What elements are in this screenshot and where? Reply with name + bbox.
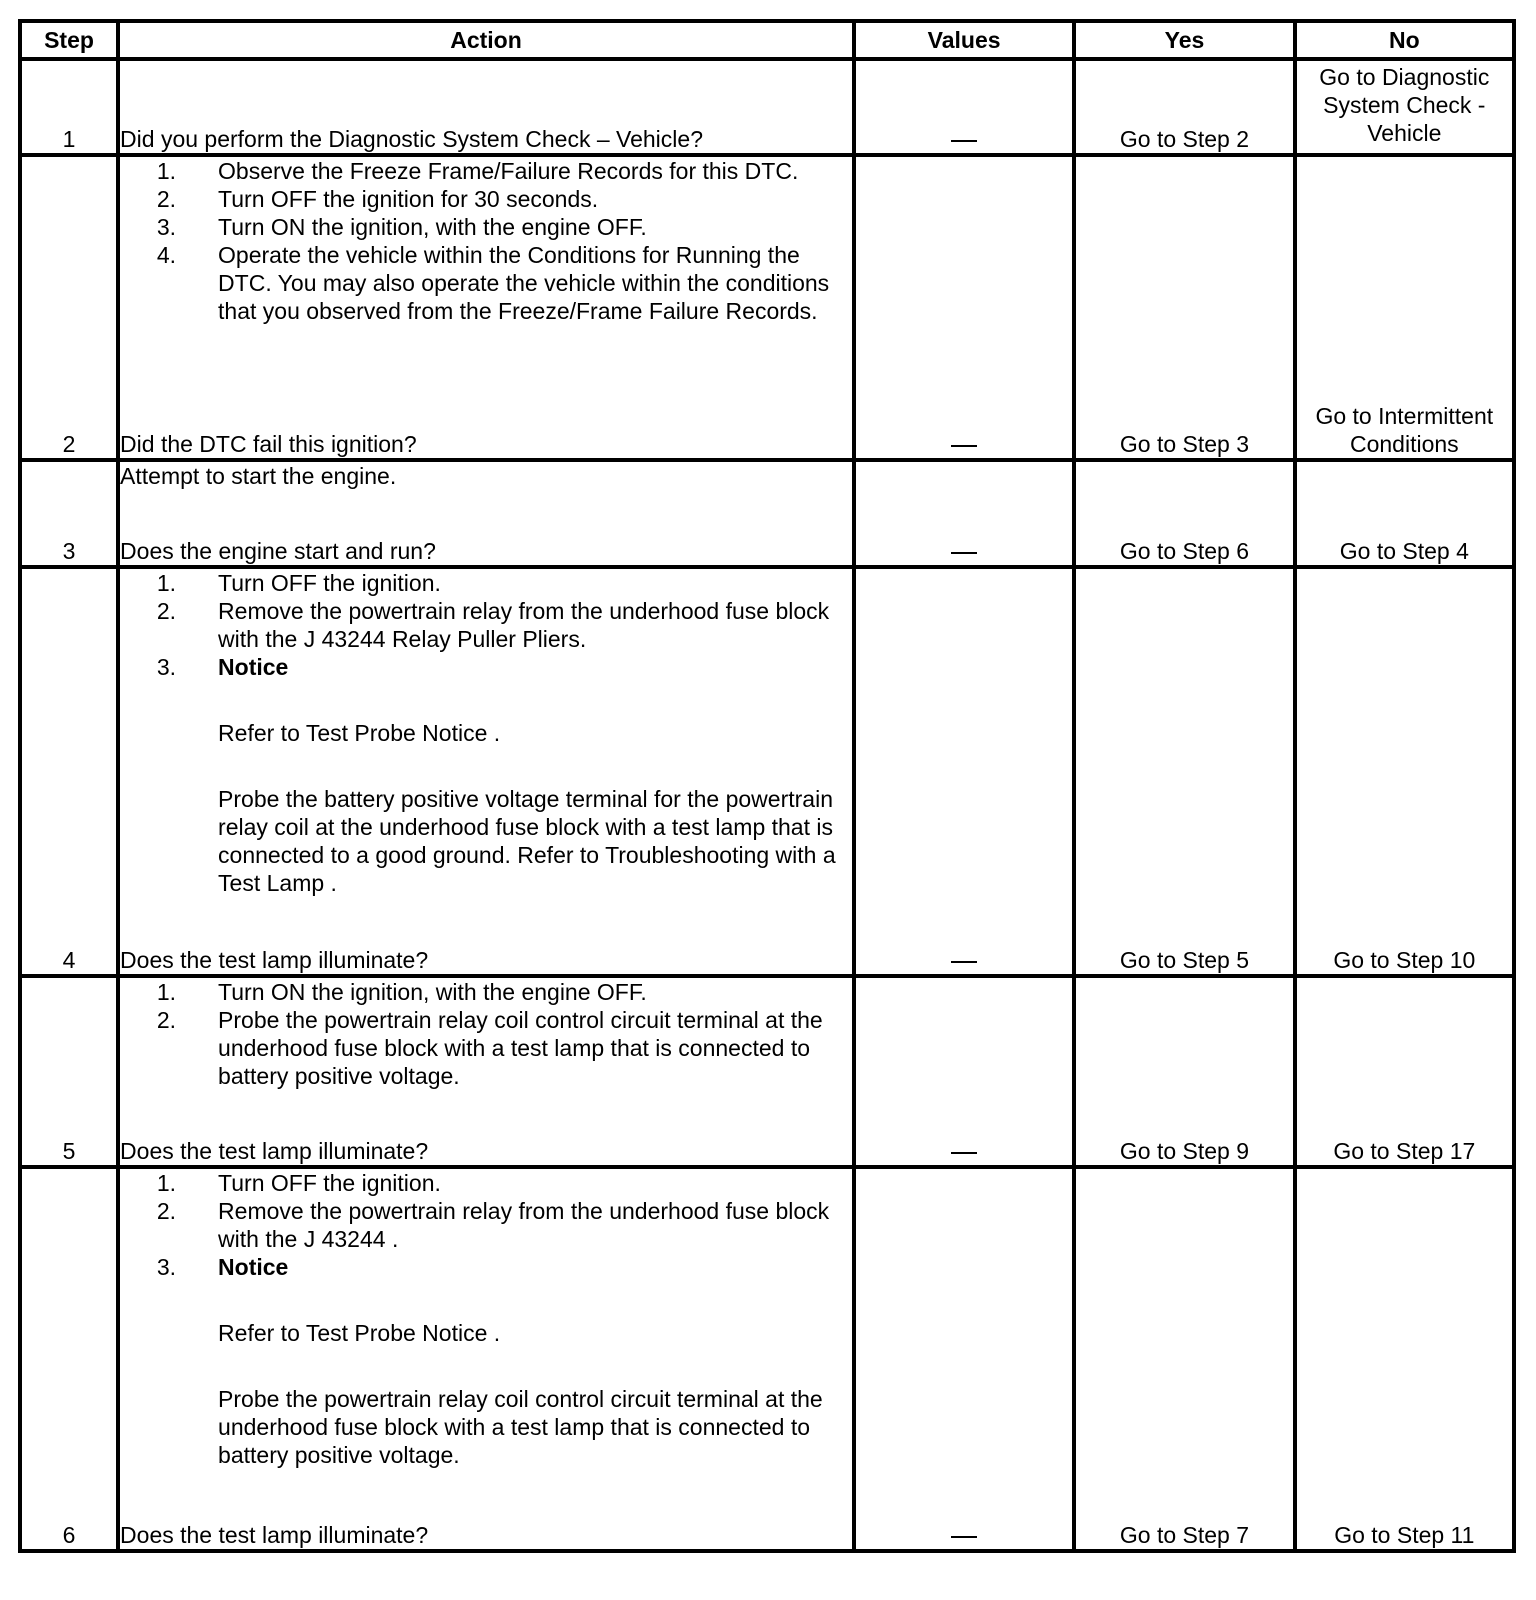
step-number: 2: [20, 155, 118, 460]
action-steps: [120, 978, 852, 1090]
header-step: Step: [20, 21, 118, 59]
notice-reference: Refer to Test Probe Notice .: [218, 1320, 501, 1346]
values-cell: [854, 460, 1074, 567]
no-cell: Go to Step 10: [1295, 567, 1514, 976]
action-steps: [120, 1169, 852, 1281]
yes-cell: Go to Step 7: [1074, 1167, 1294, 1551]
values-cell: [854, 1167, 1074, 1551]
action-question: Does the engine start and run?: [120, 538, 436, 564]
notice-reference: Refer to Test Probe Notice .: [218, 720, 501, 746]
list-item: 1. Turn OFF the ignition.: [156, 1170, 441, 1196]
action-cell: [118, 155, 854, 460]
action-cell: [118, 59, 854, 155]
action-cell: [118, 460, 854, 567]
yes-cell: Go to Step 9: [1074, 976, 1294, 1167]
action-question: Does the test lamp illuminate?: [120, 1138, 429, 1164]
action-cell: [118, 1167, 854, 1551]
step-number: 5: [20, 976, 118, 1167]
dash-mark: [951, 1536, 977, 1538]
action-cell: [118, 976, 854, 1167]
action-cell: [118, 567, 854, 976]
dash-mark: [951, 445, 977, 447]
list-item: 2. Remove the powertrain relay from the underhood fuse block with the J 43244 Relay Puller Pliers.: [156, 598, 830, 652]
no-cell: Go to Step 4: [1295, 460, 1514, 567]
step-number: 4: [20, 567, 118, 976]
no-cell: Go to Step 11: [1295, 1167, 1514, 1551]
action-question: Did the DTC fail this ignition?: [120, 431, 417, 457]
yes-cell: Go to Step 5: [1074, 567, 1294, 976]
header-row: [20, 21, 1514, 59]
header-values: Values: [854, 21, 1074, 59]
list-item: 1. Turn OFF the ignition.: [156, 570, 441, 596]
no-cell: Go to Diagnostic System Check - Vehicle: [1295, 59, 1514, 155]
list-item: 1. Observe the Freeze Frame/Failure Records for this DTC.: [156, 158, 799, 184]
yes-cell: Go to Step 3: [1074, 155, 1294, 460]
no-cell: Go to Step 17: [1295, 976, 1514, 1167]
table-row: [20, 976, 1514, 1167]
list-item: 2. Remove the powertrain relay from the underhood fuse block with the J 43244 .: [156, 1198, 830, 1252]
list-item: 3. Turn ON the ignition, with the engine OFF.: [156, 214, 647, 240]
table-row: [20, 1167, 1514, 1551]
header-no: No: [1295, 21, 1514, 59]
action-steps: [120, 569, 852, 681]
step-number: 6: [20, 1167, 118, 1551]
list-item: 3. Notice: [156, 654, 289, 680]
dash-mark: [951, 961, 977, 963]
table-row: [20, 59, 1514, 155]
yes-cell: Go to Step 6: [1074, 460, 1294, 567]
action-intro: Attempt to start the engine.: [120, 463, 397, 489]
dash-mark: [951, 140, 977, 142]
diagnostic-table: [18, 19, 1516, 1553]
dash-mark: [951, 1152, 977, 1154]
probe-instruction: Probe the powertrain relay coil control circuit terminal at the underhood fuse block with a test lamp that is connected to battery positive voltage.: [218, 1386, 823, 1468]
action-question: Did you perform the Diagnostic System Check – Vehicle?: [120, 126, 703, 152]
table-row: [20, 155, 1514, 460]
probe-instruction: Probe the battery positive voltage terminal for the powertrain relay coil at the underhood fuse block with a test lamp that is connected to a good ground. Refer to Troubleshooting with a Test Lamp .: [218, 786, 836, 896]
table-row: [20, 567, 1514, 976]
values-cell: [854, 976, 1074, 1167]
action-question: Does the test lamp illuminate?: [120, 1522, 429, 1548]
action-steps: [120, 157, 852, 325]
yes-cell: Go to Step 2: [1074, 59, 1294, 155]
list-item: 2. Turn OFF the ignition for 30 seconds.: [156, 186, 599, 212]
list-item: 1. Turn ON the ignition, with the engine OFF.: [156, 979, 647, 1005]
values-cell: [854, 567, 1074, 976]
action-question: Does the test lamp illuminate?: [120, 947, 429, 973]
step-number: 1: [20, 59, 118, 155]
values-cell: [854, 155, 1074, 460]
list-item: 4. Operate the vehicle within the Conditions for Running the DTC. You may also operate the vehicle within the conditions that you observed from the Freeze/Frame Failure Records.: [156, 242, 830, 324]
dash-mark: [951, 552, 977, 554]
list-item: 3. Notice: [156, 1254, 289, 1280]
header-action: Action: [118, 21, 854, 59]
list-item: 2. Probe the powertrain relay coil control circuit terminal at the underhood fuse block with a test lamp that is connected to battery positive voltage.: [156, 1007, 823, 1089]
step-number: 3: [20, 460, 118, 567]
header-yes: Yes: [1074, 21, 1294, 59]
no-cell: Go to Intermittent Conditions: [1295, 155, 1514, 460]
table-row: [20, 460, 1514, 567]
values-cell: [854, 59, 1074, 155]
